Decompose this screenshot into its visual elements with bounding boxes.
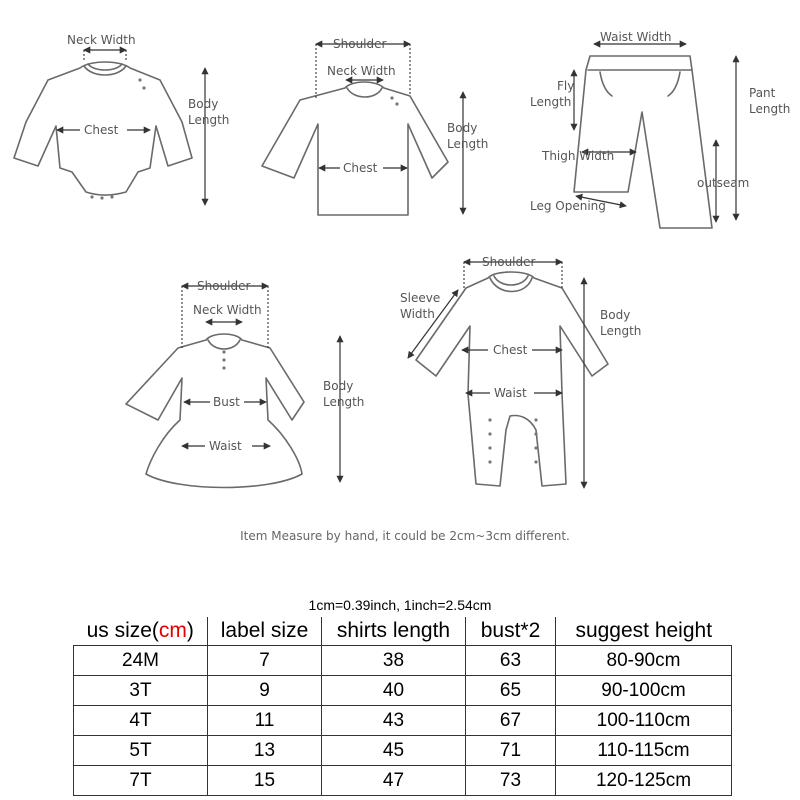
- bodysuit-chest-label: Chest: [84, 123, 119, 137]
- shirt-diagram: [262, 37, 488, 215]
- pants-waist-width-label: Waist Width: [600, 30, 672, 44]
- dress-bust-label: Bust: [213, 395, 240, 409]
- cell-label-size: 11: [208, 706, 322, 736]
- cell-suggest-height: 110-115cm: [556, 736, 732, 766]
- romper-diagram: [400, 255, 641, 488]
- shirt-length-label: Length: [447, 137, 489, 151]
- cell-shirts-length: 47: [322, 766, 466, 796]
- cell-bust: 67: [466, 706, 556, 736]
- cell-label-size: 13: [208, 736, 322, 766]
- pants-outseam-label: outseam: [697, 176, 750, 190]
- dress-shoulder-label: Shoulder: [197, 279, 251, 293]
- header-label-size: label size: [208, 617, 322, 646]
- romper-length-label: Length: [600, 324, 642, 338]
- cell-us-size: 24M: [74, 646, 208, 676]
- pants-thigh-width-label: Thigh Width: [542, 149, 615, 163]
- romper-sleeve-label: Sleeve: [400, 291, 441, 305]
- cell-us-size: 7T: [74, 766, 208, 796]
- romper-chest-label: Chest: [493, 343, 528, 357]
- shirt-neck-width-label: Neck Width: [327, 64, 396, 78]
- cell-shirts-length: 45: [322, 736, 466, 766]
- table-row: [74, 646, 732, 676]
- header-shirts-length: shirts length: [322, 617, 466, 646]
- cell-label-size: 9: [208, 676, 322, 706]
- romper-waist-label: Waist: [494, 386, 527, 400]
- table-row: [74, 766, 732, 796]
- cell-bust: 63: [466, 646, 556, 676]
- cell-shirts-length: 38: [322, 646, 466, 676]
- table-header-row: [74, 617, 732, 646]
- cell-bust: 71: [466, 736, 556, 766]
- shirt-body-label: Body: [447, 121, 478, 135]
- cell-suggest-height: 120-125cm: [556, 766, 732, 796]
- table-row: [74, 736, 732, 766]
- dress-diagram: [126, 279, 364, 488]
- pants-leg-opening-label: Leg Opening: [530, 199, 606, 213]
- pants-pant-label: Pant: [749, 86, 776, 100]
- measurement-note: Item Measure by hand, it could be 2cm~3cm different.: [240, 529, 570, 543]
- pants-fly-length-label: Length: [530, 95, 572, 109]
- header-us-size: us size(cm): [86, 619, 194, 642]
- cell-us-size: 4T: [74, 706, 208, 736]
- pants-pant-length-label: Length: [749, 102, 791, 116]
- cell-us-size: 5T: [74, 736, 208, 766]
- romper-body-label: Body: [600, 308, 631, 322]
- pants-diagram: [530, 30, 790, 228]
- dress-length-label: Length: [323, 395, 365, 409]
- cell-shirts-length: 43: [322, 706, 466, 736]
- cell-label-size: 15: [208, 766, 322, 796]
- romper-width-label: Width: [400, 307, 435, 321]
- unit-conversion: 1cm=0.39inch, 1inch=2.54cm: [308, 597, 492, 613]
- cell-us-size: 3T: [74, 676, 208, 706]
- cell-bust: 73: [466, 766, 556, 796]
- header-suggest-height: suggest height: [556, 617, 732, 646]
- table-row: [74, 706, 732, 736]
- table-row: [74, 676, 732, 706]
- size-chart-table: [73, 617, 732, 796]
- shirt-shoulder-label: Shoulder: [333, 37, 387, 51]
- cell-suggest-height: 90-100cm: [556, 676, 732, 706]
- header-unit-highlight: cm: [158, 619, 187, 642]
- dress-neck-width-label: Neck Width: [193, 303, 262, 317]
- romper-shoulder-label: Shoulder: [482, 255, 536, 269]
- cell-label-size: 7: [208, 646, 322, 676]
- bodysuit-length-label: Length: [188, 113, 230, 127]
- bodysuit-body-label: Body: [188, 97, 219, 111]
- dress-body-label: Body: [323, 379, 354, 393]
- shirt-chest-label: Chest: [343, 161, 378, 175]
- cell-bust: 65: [466, 676, 556, 706]
- cell-suggest-height: 100-110cm: [556, 706, 732, 736]
- cell-shirts-length: 40: [322, 676, 466, 706]
- bodysuit-diagram: [14, 33, 229, 205]
- pants-fly-label: Fly: [557, 79, 575, 93]
- bodysuit-neck-width-label: Neck Width: [67, 33, 136, 47]
- dress-waist-label: Waist: [209, 439, 242, 453]
- header-bust: bust*2: [466, 617, 556, 646]
- cell-suggest-height: 80-90cm: [556, 646, 732, 676]
